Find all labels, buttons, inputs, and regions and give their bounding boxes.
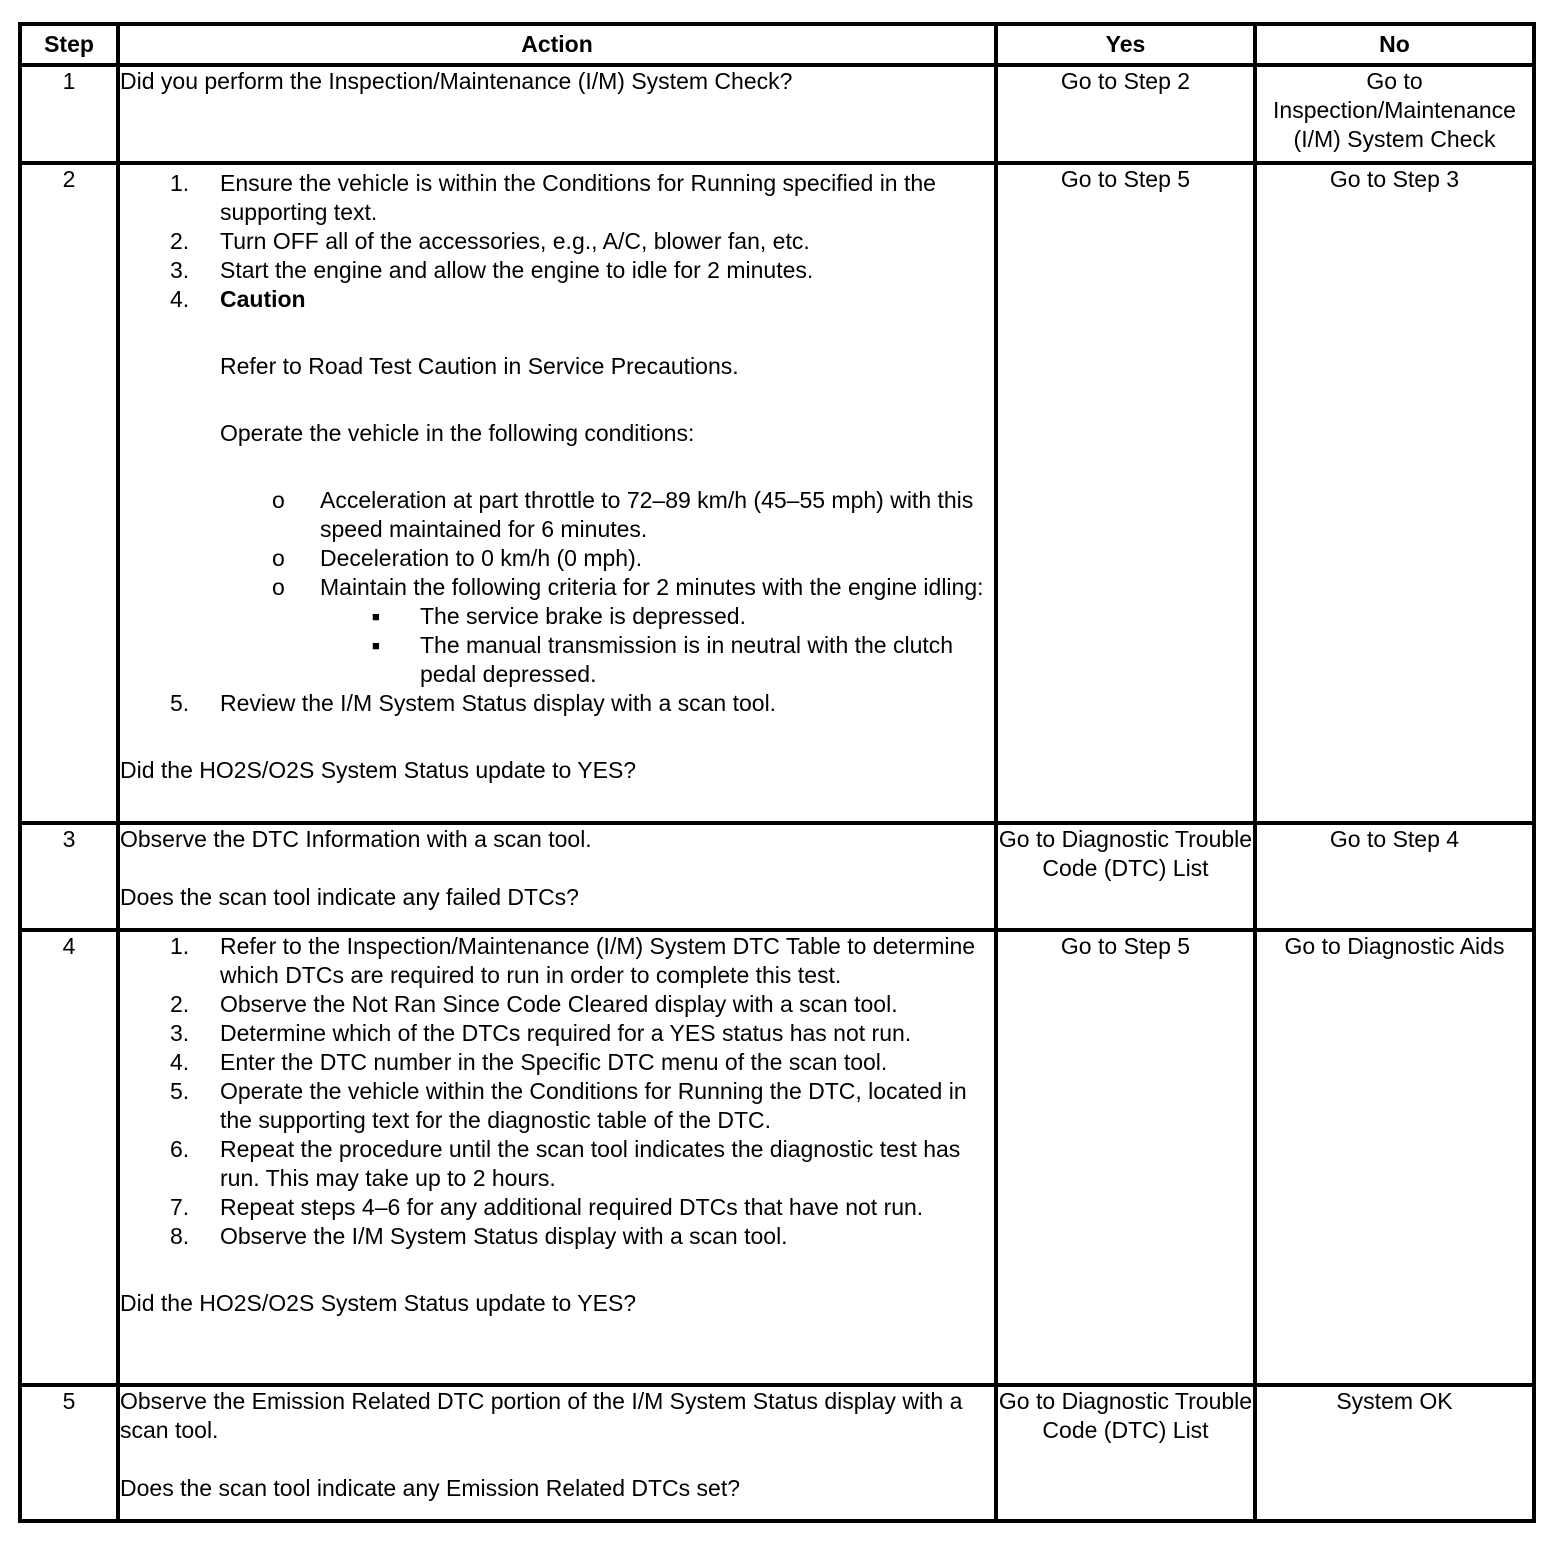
table-row bbox=[20, 163, 1534, 823]
item-text: Repeat the procedure until the scan tool indicates the diagnostic test has run. This may take up to 2 hours. bbox=[220, 1136, 961, 1191]
no-cell: Go to Step 4 bbox=[1255, 823, 1534, 930]
list-item bbox=[120, 1222, 994, 1251]
yes-cell: Go to Diagnostic Trouble Code (DTC) List bbox=[996, 823, 1255, 930]
caution-label: Caution bbox=[220, 286, 306, 312]
item-number: 6. bbox=[170, 1136, 190, 1162]
item-text: Review the I/M System Status display with a scan tool. bbox=[220, 690, 777, 716]
header-action: Action bbox=[118, 24, 996, 65]
action-line: Observe the Emission Related DTC portion of the I/M System Status display with a scan tool. bbox=[120, 1388, 963, 1443]
item-text: Determine which of the DTCs required for a YES status has not run. bbox=[220, 1020, 912, 1046]
item-number: 1. bbox=[170, 170, 190, 196]
item-number: 2. bbox=[170, 228, 190, 254]
step-number: 3 bbox=[20, 823, 118, 930]
no-cell: Go to Inspection/Maintenance (I/M) System Check bbox=[1255, 65, 1534, 163]
list-item bbox=[120, 256, 994, 285]
header-row bbox=[20, 24, 1534, 65]
item-number: 3. bbox=[170, 1020, 190, 1046]
table-row bbox=[20, 930, 1534, 1385]
no-cell: Go to Step 3 bbox=[1255, 163, 1534, 823]
action-cell bbox=[118, 823, 996, 930]
list-item bbox=[120, 1135, 994, 1193]
diagnostic-table bbox=[18, 22, 1536, 1523]
action-question: Did the HO2S/O2S System Status update to YES? bbox=[120, 1290, 637, 1316]
action-cell bbox=[118, 930, 996, 1385]
item-text: Observe the Not Ran Since Code Cleared display with a scan tool. bbox=[220, 991, 898, 1017]
list-item bbox=[120, 169, 994, 227]
step-number: 1 bbox=[20, 65, 118, 163]
action-cell bbox=[118, 163, 996, 823]
list-item bbox=[120, 689, 994, 718]
header-yes: Yes bbox=[996, 24, 1255, 65]
item-text: Enter the DTC number in the Specific DTC menu of the scan tool. bbox=[220, 1049, 888, 1075]
step-number: 4 bbox=[20, 930, 118, 1385]
header-no: No bbox=[1255, 24, 1534, 65]
yes-cell: Go to Step 5 bbox=[996, 163, 1255, 823]
condition-item: o Deceleration to 0 km/h (0 mph). bbox=[265, 544, 994, 573]
item-text: Observe the I/M System Status display with a scan tool. bbox=[220, 1223, 788, 1249]
item-number: 1. bbox=[170, 933, 190, 959]
header-step: Step bbox=[20, 24, 118, 65]
action-cell bbox=[118, 1385, 996, 1521]
table-row bbox=[20, 1385, 1534, 1521]
square-bullet: ■ bbox=[372, 638, 380, 653]
item-text: Refer to the Inspection/Maintenance (I/M) System DTC Table to determine which DTCs are required to run in order to complete this test. bbox=[220, 933, 976, 988]
operate-instruction: Operate the vehicle in the following conditions: bbox=[220, 420, 695, 446]
list-item bbox=[120, 1193, 994, 1222]
yes-cell: Go to Step 2 bbox=[996, 65, 1255, 163]
bullet: o bbox=[272, 574, 285, 600]
square-bullet: ■ bbox=[372, 609, 380, 624]
list-item bbox=[120, 1048, 994, 1077]
yes-cell: Go to Diagnostic Trouble Code (DTC) List bbox=[996, 1385, 1255, 1521]
criteria-item: ■ The service brake is depressed. bbox=[372, 603, 746, 629]
item-number: 5. bbox=[170, 1078, 190, 1104]
no-cell: System OK bbox=[1255, 1385, 1534, 1521]
item-text: Repeat steps 4–6 for any additional required DTCs that have not run. bbox=[220, 1194, 924, 1220]
item-text: Turn OFF all of the accessories, e.g., A/C, blower fan, etc. bbox=[220, 228, 810, 254]
action-question: Does the scan tool indicate any Emission Related DTCs set? bbox=[120, 1475, 741, 1501]
item-number: 8. bbox=[170, 1223, 190, 1249]
action-cell bbox=[118, 65, 996, 163]
list-item bbox=[120, 990, 994, 1019]
item-number: 5. bbox=[170, 690, 190, 716]
table-row bbox=[20, 823, 1534, 930]
list-item bbox=[120, 1019, 994, 1048]
condition-item: o Maintain the following criteria for 2 minutes with the engine idling: bbox=[265, 573, 994, 602]
caution-reference: Refer to Road Test Caution in Service Precautions. bbox=[220, 353, 739, 379]
list-item bbox=[120, 932, 994, 990]
item-number: 4. bbox=[170, 286, 190, 312]
bullet: o bbox=[272, 545, 285, 571]
no-cell: Go to Diagnostic Aids bbox=[1255, 930, 1534, 1385]
item-number: 4. bbox=[170, 1049, 190, 1075]
item-number: 2. bbox=[170, 991, 190, 1017]
procedure-list bbox=[120, 169, 994, 785]
list-item bbox=[120, 1077, 994, 1135]
list-item bbox=[120, 285, 994, 314]
action-question: Does the scan tool indicate any failed DTCs? bbox=[120, 884, 579, 910]
item-number: 3. bbox=[170, 257, 190, 283]
list-item bbox=[120, 227, 994, 256]
yes-cell: Go to Step 5 bbox=[996, 930, 1255, 1385]
item-text: Operate the vehicle within the Conditions for Running the DTC, located in the supporting text for the diagnostic table of the DTC. bbox=[220, 1078, 967, 1133]
step-number: 5 bbox=[20, 1385, 118, 1521]
action-line: Observe the DTC Information with a scan tool. bbox=[120, 826, 592, 852]
bullet: o bbox=[272, 487, 285, 513]
condition-item: o Acceleration at part throttle to 72–89 km/h (45–55 mph) with this speed maintained for 6 minutes. bbox=[265, 486, 994, 544]
table-row bbox=[20, 65, 1534, 163]
action-question: Did the HO2S/O2S System Status update to YES? bbox=[120, 757, 637, 783]
item-text: Start the engine and allow the engine to idle for 2 minutes. bbox=[220, 257, 814, 283]
action-question: Did you perform the Inspection/Maintenance (I/M) System Check? bbox=[120, 68, 793, 94]
step-number: 2 bbox=[20, 163, 118, 823]
item-text: Ensure the vehicle is within the Conditions for Running specified in the supporting text. bbox=[220, 170, 936, 225]
criteria-item: ■ The manual transmission is in neutral with the clutch pedal depressed. bbox=[372, 632, 954, 687]
diagnostic-table-container bbox=[18, 22, 1536, 1523]
item-number: 7. bbox=[170, 1194, 190, 1220]
